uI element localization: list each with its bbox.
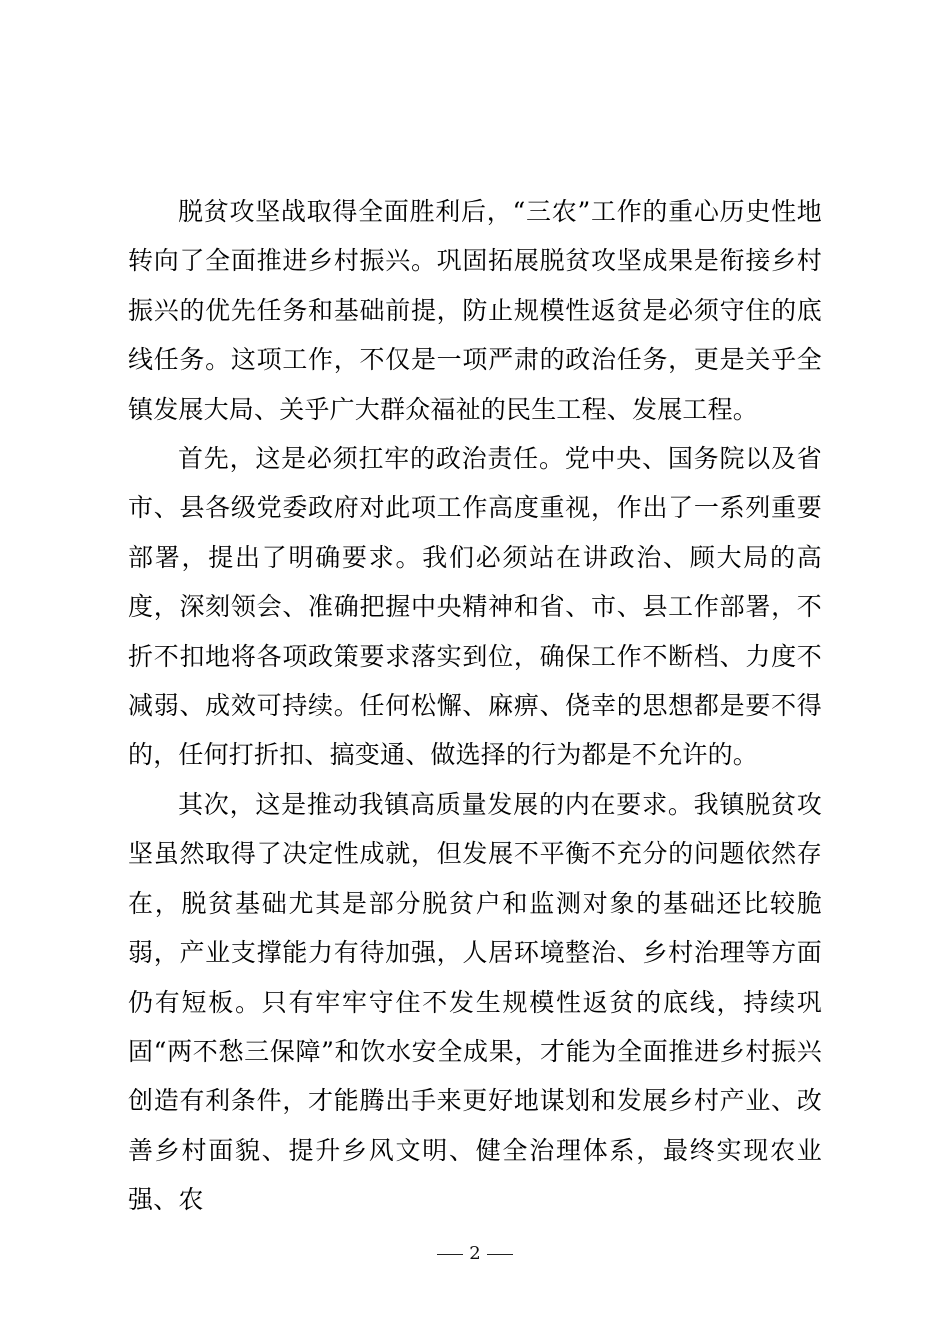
footer-right-dash	[487, 1254, 513, 1255]
page-footer	[0, 1242, 950, 1266]
page-number: 2	[469, 1243, 481, 1264]
paragraph-second: 其次，这是推动我镇高质量发展的内在要求。我镇脱贫攻坚虽然取得了决定性成就，但发展不平衡不充分的问题依然存在，脱贫基础尤其是部分脱贫户和监测对象的基础还比较脆弱，产业支撑能力有待加强，人居环境整治、乡村治理等方面仍有短板。只有牢牢守住不发生规模性返贫的底线，持续巩固“两不愁三保障”和饮水安全成果，才能为全面推进乡村振兴创造有利条件，才能腾出手来更好地谋划和发展乡村产业、改善乡村面貌、提升乡风文明、健全治理体系，最终实现农业强、农	[128, 789, 822, 1215]
document-body	[128, 187, 822, 1225]
paragraph-intro: 脱贫攻坚战取得全面胜利后，“三农”工作的重心历史性地转向了全面推进乡村振兴。巩固拓展脱贫攻坚成果是衔接乡村振兴的优先任务和基础前提，防止规模性返贫是必须守住的底线任务。这项工作，不仅是一项严肃的政治任务，更是关乎全镇发展大局、关乎广大群众福祉的民生工程、发展工程。	[128, 197, 822, 424]
footer-left-dash	[437, 1254, 463, 1255]
paragraph-first: 首先，这是必须扛牢的政治责任。党中央、国务院以及省市、县各级党委政府对此项工作高度重视，作出了一系列重要部署，提出了明确要求。我们必须站在讲政治、顾大局的高度，深刻领会、准确把握中央精神和省、市、县工作部署，不折不扣地将各项政策要求落实到位，确保工作不断档、力度不减弱、成效可持续。任何松懈、麻痹、侥幸的思想都是要不得的，任何打折扣、搞变通、做选择的行为都是不允许的。	[128, 444, 822, 770]
